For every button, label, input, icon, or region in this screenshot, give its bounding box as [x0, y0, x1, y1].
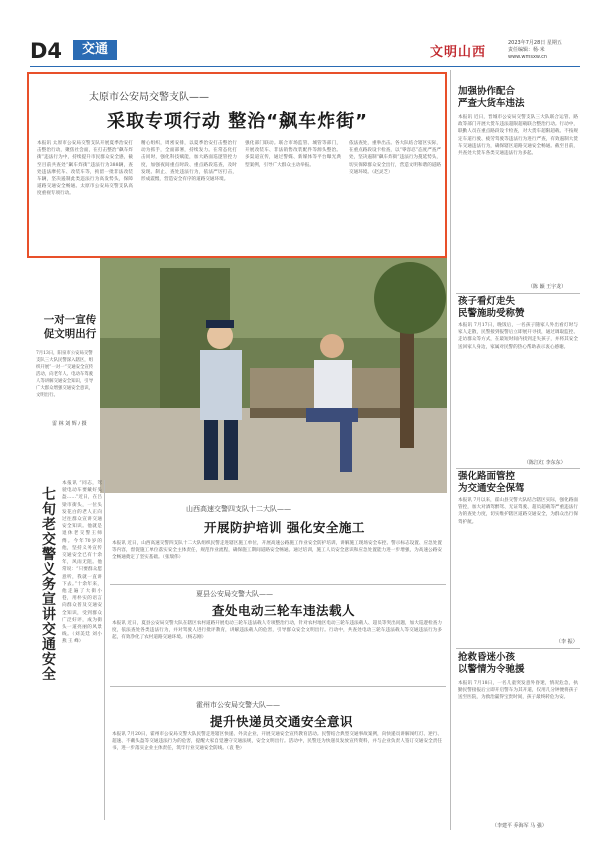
right-story2-title: 孩子看灯走失 民警施助受称赞 [458, 296, 525, 319]
story3-kicker: 夏县公安局交警大队—— [196, 590, 273, 598]
lead-column-4: 依法查处，重拳出击。各大队结合辖区实际，在重点路段设卡检查，以“零容忍”态度严查严处，坚决遏制“飙车炸街”违法行为蔓延势头，切实保障群众安全出行，营造文明和谐的道路交通环境。（赵灵芝） [349, 141, 441, 175]
right-story4-title: 抢救昏迷小孩 以警情为令驰援 [458, 652, 525, 675]
page-number: D4 [30, 39, 63, 63]
photo-illustration [100, 258, 447, 493]
lead-title: 采取专项行动 整治“飙车炸街” [107, 111, 368, 132]
right-story4-byline: （李建平 乔海军 马 强） [492, 823, 547, 829]
date-line-3: www.wmsxw.cn [508, 54, 548, 60]
right-story3-byline: （李 振） [556, 639, 578, 645]
right-story1-byline: （陈 颖 王宇龙） [528, 284, 567, 290]
right-story4-body: 本报讯 7月18日，一名儿童突发意外昏迷，情况危急，执勤民警接报后立即开启警车为其开道，仅用几分钟便将孩子送至医院，为救治赢得宝贵时间，孩子最终转危为安。 [458, 681, 578, 701]
right-story1-title: 加强协作配合 严查大货车违法 [458, 86, 525, 109]
photo-sidebar-title: 一对一宣传 促文明出行 [43, 314, 97, 340]
story2-kicker: 山西高速交警四支队十二大队—— [186, 505, 291, 513]
column-divider-left [104, 480, 105, 820]
lead-article [27, 72, 447, 258]
story4-title: 提升快递员交通安全意识 [210, 714, 354, 729]
page-header [30, 37, 580, 63]
right-divider-3 [456, 648, 580, 649]
date-line [508, 40, 562, 61]
lead-column-3: 强化部门联动。联合市场监管、城管等部门，开展改装车、非法销售改装配件等源头整治。多渠道宣传，通过警媒、新媒体等平台曝光典型案例，引导广大群众主动举报。 [245, 141, 341, 168]
vertical-story-body: 本报讯 “同志，驾驶电动车要戴好头盔……”近日，在吕梁市街头，一位头发花白的老人正向过往群众宣讲交通安全知识。他就是退休老交警王师傅。今年70岁的他，坚持义务宣传交通安全已有十余年，风雨无阻。他常说：“只要群众愿意听，我就一直讲下去。”十余年来，他走遍了大街小巷，用朴实的语言向群众普及交通安全知识，受到群众广泛好评，成为街头一道亮丽的风景线。（刘美廷 刘小燕 王 峰） [62, 481, 102, 645]
right-story3-title: 强化路面管控 为交通安全保驾 [458, 471, 525, 494]
story3-title: 查处电动三轮车违法载人 [212, 603, 356, 618]
lead-kicker: 太原市公安局交警支队—— [89, 92, 209, 103]
column-divider-right [450, 70, 451, 830]
lead-photo [100, 258, 447, 493]
date-line-2: 责任编辑：杨·米 [508, 47, 545, 53]
story3-body: 本报讯 近日，夏县公安局交警大队在辖区农村道路开展电动三轮车违法载人专项整治行动，针对农村地区电动三轮车违法载人、超员等突出问题，加大巡逻检查力度，依法查处各类违法行为，并对驾驶人进行批评教育，讲解违法载人的危害，引导群众安全文明出行。行动中，共查处电动三轮车违法载人等交通违法行为多起，有效净化了农村道路交通环境。（杨志刚） [112, 621, 442, 641]
right-divider-2 [456, 468, 580, 469]
story-divider-2 [110, 686, 446, 687]
story4-body: 本报讯 7月20日，霍州市公安局交警大队民警走进辖区快递、外卖企业，开展交通安全宣传教育活动。民警结合典型交通事故案例，向快递员讲解闯红灯、逆行、超速、不戴头盔等交通违法行为的危害，提醒大家自觉遵守交通法规，安全文明出行。活动中，民警还为快递员发放宣传资料，并与企业负责人签订交通安全责任书，进一步落实企业主体责任，筑牢行业交通安全防线。（袁 艳） [112, 732, 442, 752]
lead-column-1: 本报讯 太原市公安局交警支队开展夏季治安打击整治行动，聚焦社会面，在打击整治“飙车炸街”违法行为中，持续提升市民群众安全感，截至目前共查处“飙车炸街”违法行为388辆，查处违法摩托车、改装车等，拘留一批非法改装车辆，坚决遏制此类违法行为高发势头，保障道路交通安全畅通。太原市公安局交警支队高度重视专项行动。 [37, 141, 133, 197]
masthead-logo: 文明山西 [430, 45, 487, 60]
lead-column-2: 精心组织，周密安排，以夏季治安打击整治行动为抓手，全面部署，持续发力。在常态化打击同时，强化科技赋能，加大路面巡逻管控力度，加强夜间重点时段、重点路段巡查，及时发现、制止、查处违法行为，依法严厉打击，形成震慑，营造安全有序的道路交通环境。 [141, 141, 237, 183]
header-rule [30, 66, 580, 67]
right-story3-body: 本报讯 7月以来，霍山县交警大队结合辖区实际，强化路面管控，加大对酒驾醉驾、无证驾驶、超员超载等严重违法行为的查处力度，切实维护辖区道路交通安全，为群众出行保驾护航。 [458, 498, 578, 525]
story-divider-1 [110, 584, 446, 585]
right-divider-1 [456, 293, 580, 294]
story2-body: 本报讯 近日，山西高速交警四支队十二大队组织民警走进辖区施工单位，开展高速公路施工作业安全防护培训，讲解施工现场安全布控、警示标志设置、应急处置等内容，督促施工单位落实安全主体责任，规范作业流程，确保施工期间道路安全畅通。通过培训，施工人员安全意识和应急处置能力进一步增强，为高速公路安全畅通奠定了坚实基础。（张瑞伟） [112, 541, 442, 561]
section-tag: 交通 [73, 40, 117, 60]
right-story2-body: 本报讯 7月17日，晚饭后，一名孩子随家人外出看灯时与家人走散，民警接到报警后立即展开寻找，通过调取监控、走访群众等方式，在最短时间内找到走失孩子，并将其安全送回家人身边，家属对民警的热心帮助表示衷心感谢。 [458, 323, 578, 350]
photo-byline: 雷 林 刘 辉 / 摄 [52, 421, 87, 427]
story4-kicker: 霍州市公安局交警大队—— [196, 701, 280, 709]
right-story1-body: 本报讯 近日，晋城市公安局交警支队三大队联合运管、路政等部门开展大货车违法超限超载联合整治行动。行动中，联勤人员在重点路段设卡检查，对大货车超限超载、不按规定车道行驶、疲劳驾驶等违法行为进行严查，有效遏制大货车交通违法行为，确保辖区道路交通安全畅通。截至目前，共查处大货车各类交通违法行为多起。 [458, 115, 578, 157]
right-story2-byline: （陈江红 李东东） [524, 460, 566, 466]
story2-title: 开展防护培训 强化安全施工 [204, 520, 365, 535]
date-line-1: 2023年7月28日 星期五 [508, 40, 562, 46]
photo-caption: 7月13日，阳泉市公安局交警支队三大队民警深入辖区，组织开展“一对一”交通安全宣传活动，向老年人、电动车驾驶人等讲解交通安全知识，引导广大群众增强交通安全意识，文明出行。 [36, 351, 94, 398]
vertical-headline: 七旬老交警义务宣讲交通安全 [42, 487, 56, 683]
